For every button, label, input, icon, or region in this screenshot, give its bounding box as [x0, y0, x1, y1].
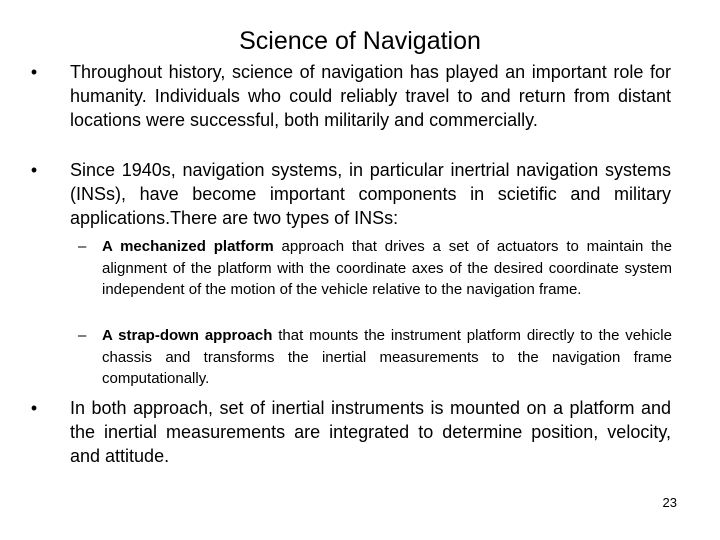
- bullet-item: [30, 60, 671, 132]
- bullet-text: In both approach, set of inertial instruments is mounted on a platform and the inertial measurements are integrated to determine position, velocity, and attitude.: [70, 398, 671, 466]
- bullet-item: [30, 396, 671, 468]
- bullet-marker: •: [30, 62, 38, 82]
- sub-bullet-item: [78, 325, 672, 390]
- bullet-marker: •: [30, 398, 38, 418]
- bullet-text: Since 1940s, navigation systems, in particular inertrial navigation systems (INSs), have become important components in scietific and military applications.There are two types of INSs:: [70, 160, 671, 228]
- sub-bullet-item: [78, 236, 672, 301]
- sub-bullet-text: that mounts the instrument platform directly to the vehicle chassis and transforms the inertial measurements to the navigation frame computationally.: [102, 327, 672, 387]
- sub-bullet-bold-text: A strap-down approach: [102, 327, 273, 344]
- sub-bullet-marker: –: [78, 327, 87, 344]
- page-number: 23: [662, 495, 677, 510]
- bullet-item: [30, 158, 671, 230]
- sub-bullet-marker: –: [78, 238, 87, 255]
- slide-title: Science of Navigation: [239, 27, 481, 55]
- sub-bullet-text: approach that drives a set of actuators to maintain the alignment of the platform with the coordinate axes of the desired coordinate system independent of the motion of the vehicle relative to the navigation frame.: [102, 238, 672, 298]
- sub-bullet-bold-text: A mechanized platform: [102, 238, 274, 255]
- bullet-text: Throughout history, science of navigation has played an important role for humanity. Individuals who could reliably travel to and return from distant locations were successful, both militarily and commercially.: [70, 62, 671, 130]
- bullet-marker: •: [30, 160, 38, 180]
